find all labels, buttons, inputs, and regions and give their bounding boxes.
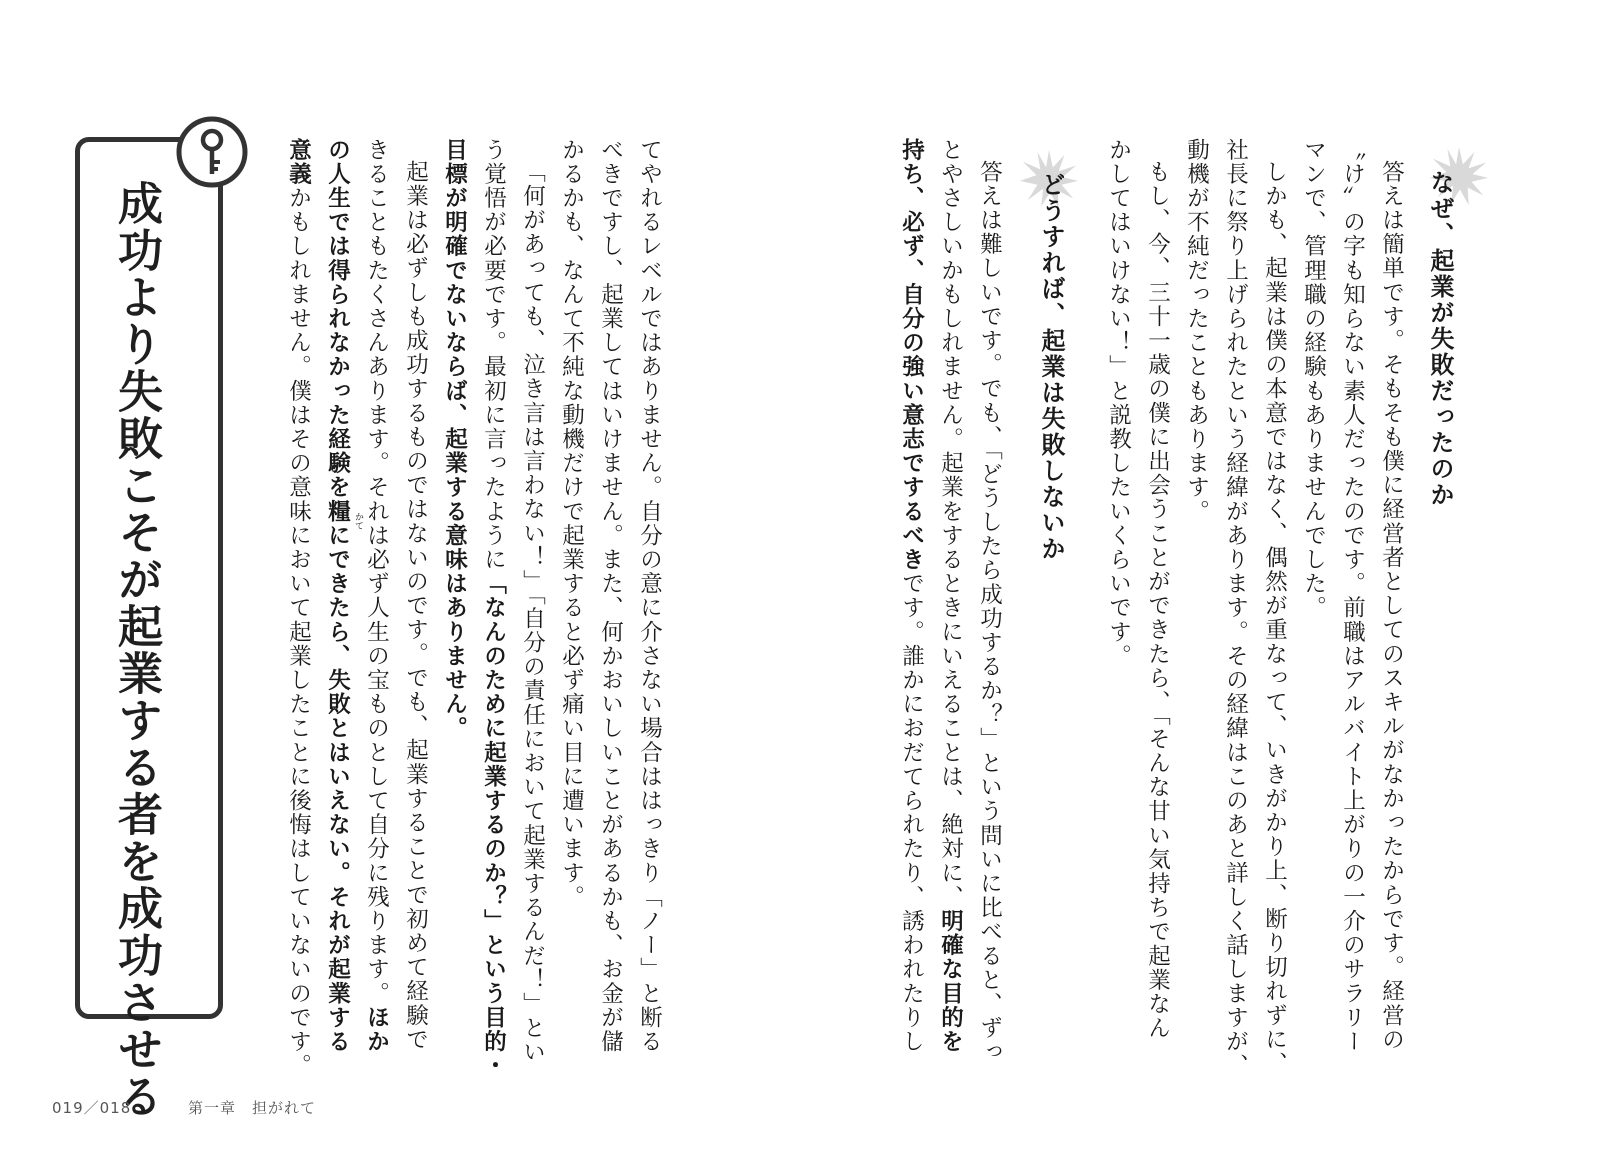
body-line: かるかも、なんて不純な動機だけで起業すると必ず痛い目に遭います。 [558,138,585,910]
key-icon [176,116,248,188]
body-line: もし、今、三十一歳の僕に出会うことができたら、「そんな甘い気持ちで起業なん [1144,160,1171,1041]
body-line: かしてはいけない！」と説教したいくらいです。 [1105,138,1132,669]
body-line: う覚悟が必要です。最初に言ったように「なんのために起業するのか？」という目的・ [480,138,507,1078]
body-line: 起業は必ずしも成功するものではないのです。でも、起業することで初めて経験で [402,160,429,1052]
heading-why-failed: なぜ、起業が失敗だったのか [1426,170,1454,508]
body-line: とやさしいかもしれません。起業をするときにいえることは、絶対に、明確な目的を [937,138,964,1054]
body-line: 動機が不純だったこともあります。 [1183,138,1210,524]
body-line: 持ち、必ず、自分の強い意志でするべきです。誰かにおだてられたり、誘われたりし [898,138,925,1054]
body-line: の人生では得られなかった経験を糧にできたら、失敗とはいえない。それが起業する [324,138,351,1054]
body-line: 意義かもしれません。僕はその意味において起業したことに後悔はしていないのです。 [285,138,312,1078]
page-numbers: 019／018 [52,1099,132,1117]
body-line: 社長に祭り上げられたという経緯があります。その経緯はこのあと詳しく話しますが、 [1222,138,1249,1078]
body-line: べきですし、起業してはいけません。また、何かおいしいことがあるかも、お金が儲 [597,138,624,1054]
key-callout-title: 成功より失敗こそが起業する者を成功させる [110,180,163,1120]
body-line: しかも、起業は僕の本意ではなく、偶然が重なって、いきがかり上、断り切れずに、 [1261,160,1288,1076]
body-line: てやれるレベルではありません。自分の意に介さない場合ははっきり「ノー」と断る [636,138,663,1054]
chapter-title: 第一章 担がれて [188,1099,317,1117]
body-line: マンで、管理職の経験もありませんでした。 [1300,138,1327,620]
body-line: 〝け〟の字も知らない素人だったのです。前職はアルバイト上がりの一介のサラリー [1339,138,1366,1054]
furigana: かて [353,512,363,530]
body-line: 「何があっても、泣き言は言わない！」「自分の責任において起業するんだ！」とい [519,160,546,1065]
body-line: 目標が明確でないならば、起業する意味はありません。 [441,138,468,741]
heading-how-not-fail: どうすれば、起業は失敗しないか [1037,172,1065,562]
body-line: 答えは簡単です。そもそも僕に経営者としてのスキルがなかったからです。経営の [1378,160,1405,1052]
body-line: 答えは難しいです。でも、「どうしたら成功するか？」という問いに比べると、ずっ [976,160,1003,1065]
body-line: きることもたくさんあります。それは必ず人生の宝ものとして自分に残ります。ほか [363,138,390,1054]
